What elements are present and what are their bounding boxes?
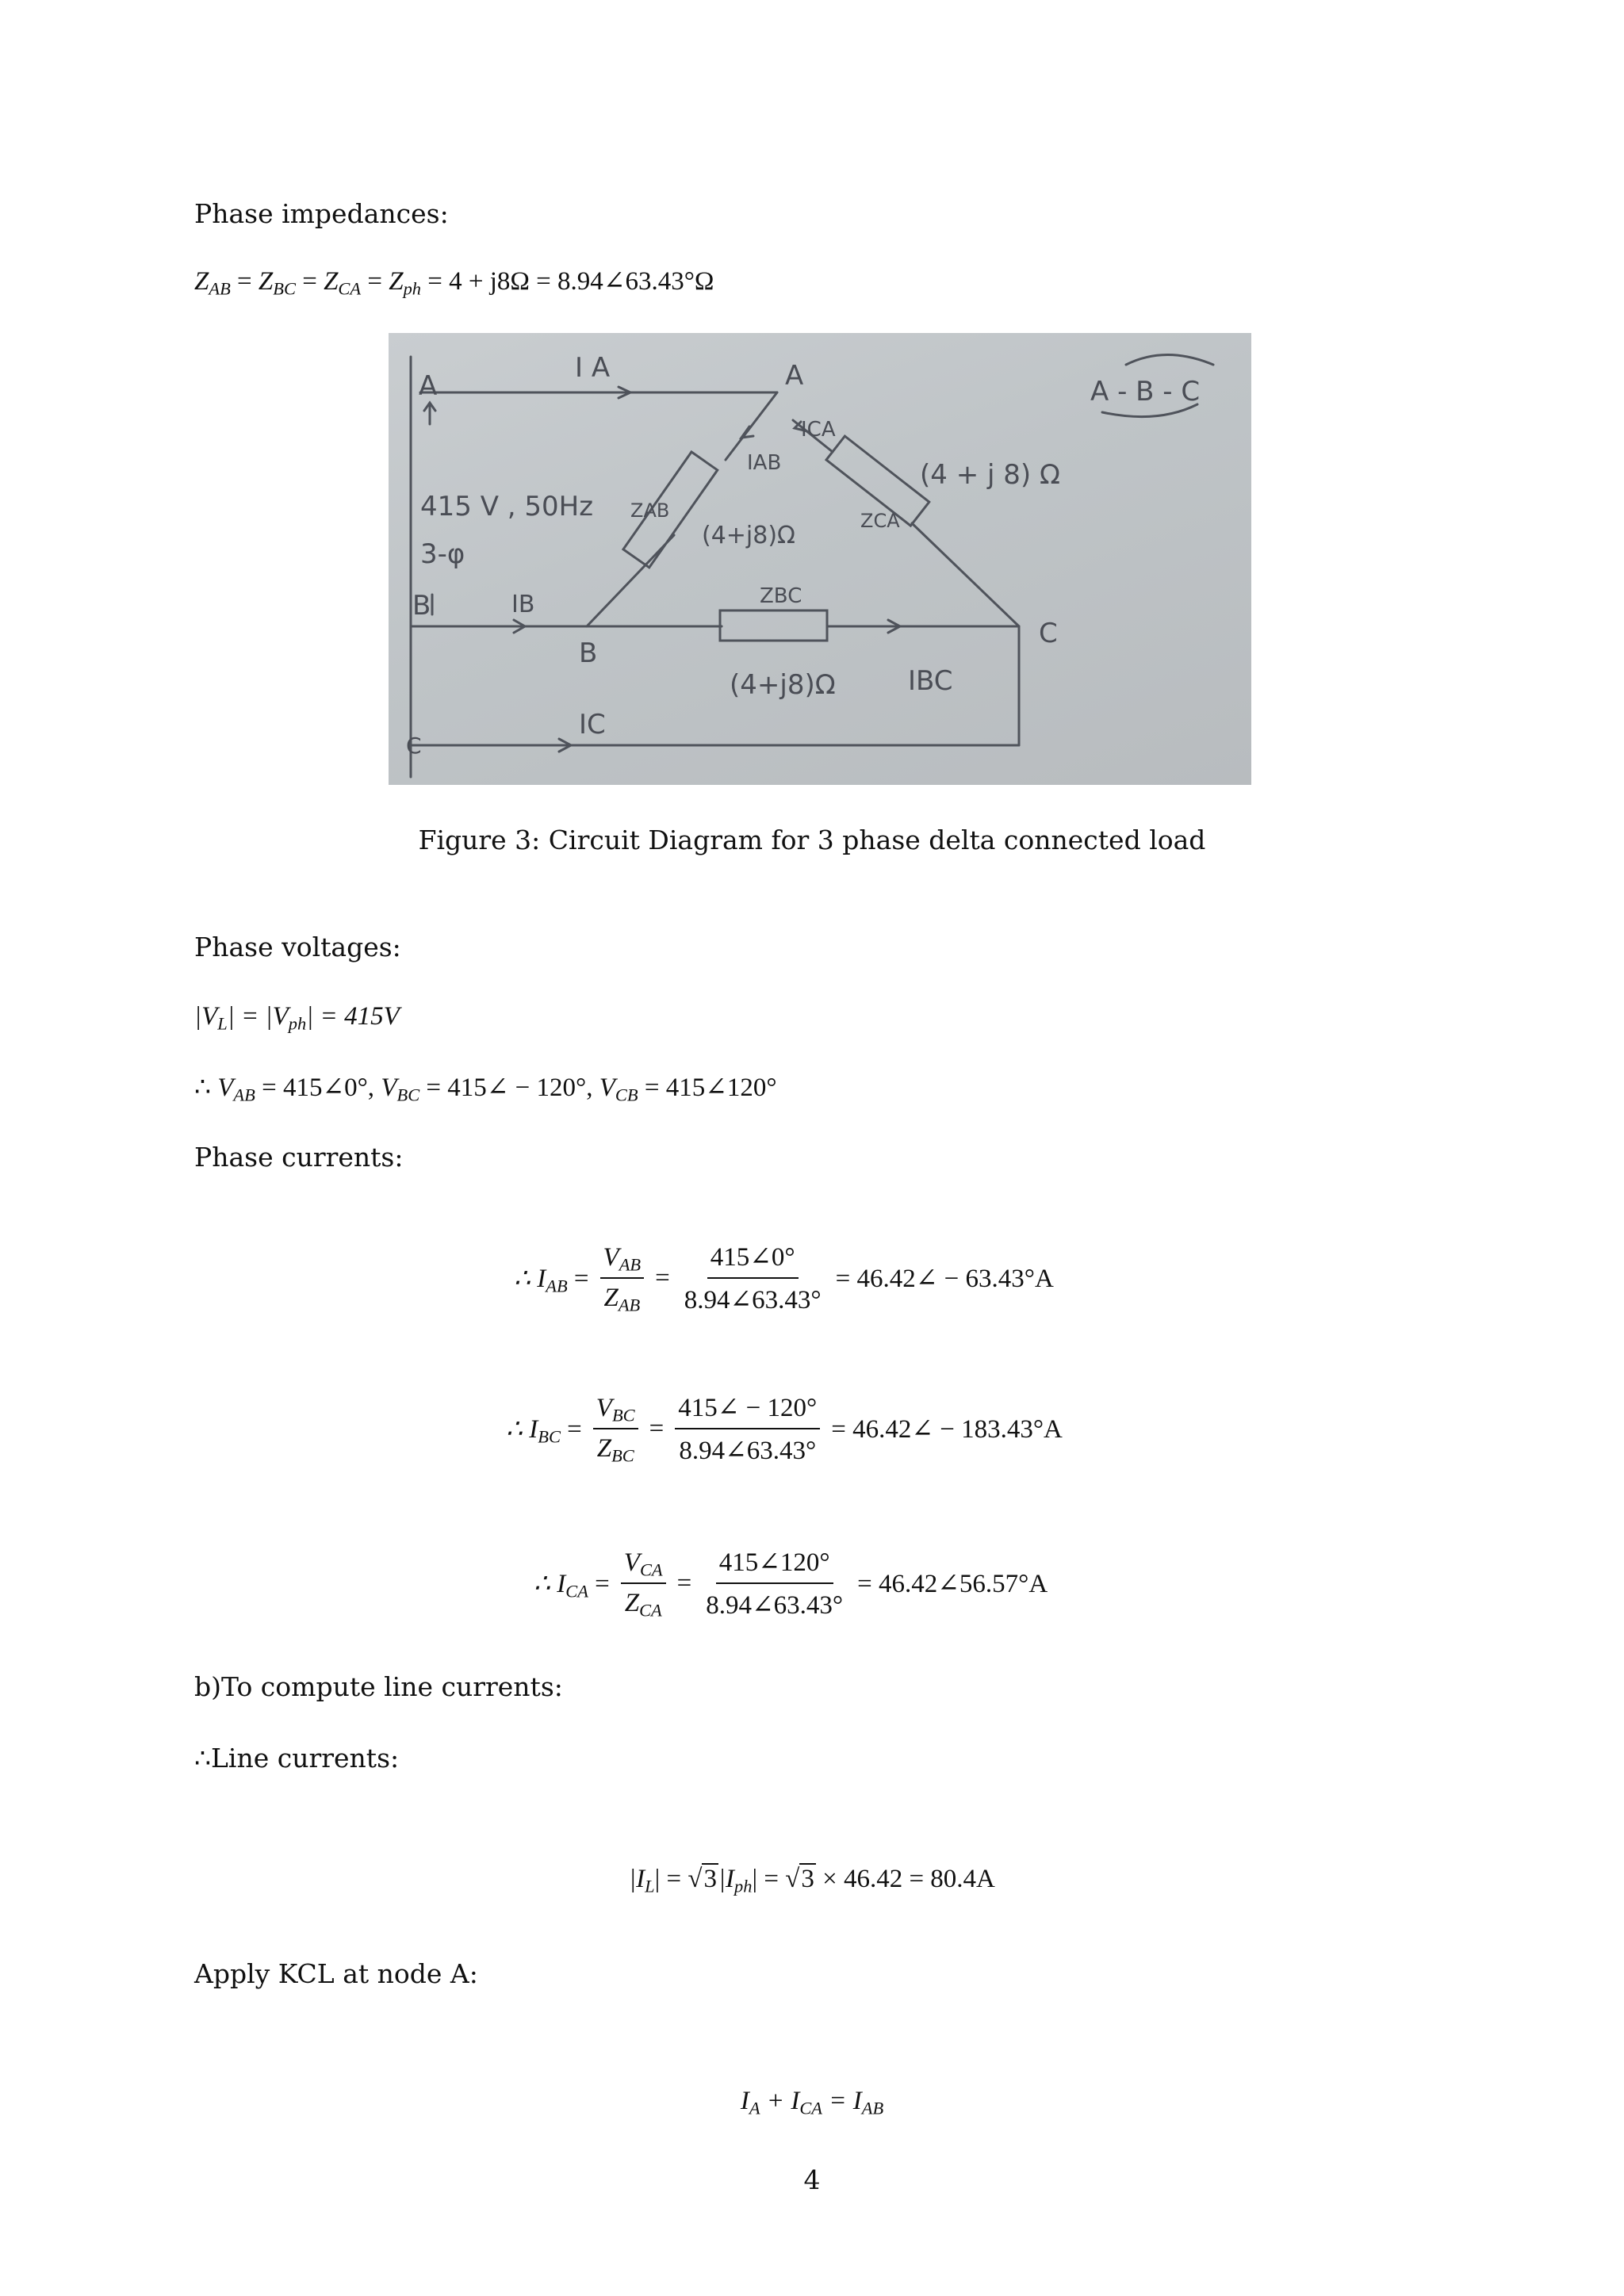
equation-iab: ∴ $I_{AB}$ = $\frac{V_{AB}}{Z_{AB}}$ = $\frac{415\angle 0^\circ}{8.94\angle 63.43^\circ}$ = 46.42∠ − 63.43°A [508, 1241, 1060, 1315]
figure-caption: Figure 3: Circuit Diagram for 3 phase delta connected load [418, 825, 1206, 855]
circuit-diagram [389, 333, 1251, 785]
label-node-c: C [1039, 618, 1058, 649]
label-current-iab: IAB [747, 451, 782, 475]
label-current-ibc: IBC [908, 665, 953, 697]
equation-phase-voltages: ∴ $V_{AB}$ = 415∠0°, $V_{BC}$ = 415∠ − 120°, $V_{CB}$ = 415∠120° [194, 1073, 777, 1105]
label-node-a: A [785, 360, 804, 392]
heading-phase-voltages: Phase voltages: [194, 932, 401, 962]
label-source: 415 V , 50Hz [420, 491, 594, 522]
equation-kcl: $I_A + I_{CA} = I_{AB}$ [740, 2087, 884, 2118]
label-z-bc: ZBC [760, 584, 802, 608]
label-z-ca: ZCA [860, 510, 900, 532]
equation-phase-impedance: $Z_{AB} = Z_{BC} = Z_{CA} = Z_{ph} = 4 + j8\Omega$ = 8.94∠63.43°Ω [194, 267, 714, 299]
heading-line-currents-therefore: ∴Line currents: [194, 1743, 400, 1774]
label-impedance-bottom: (4+j8)Ω [730, 669, 836, 701]
label-sequence: A - B - C [1090, 376, 1201, 408]
heading-kcl: Apply KCL at node A: [194, 1958, 478, 1989]
label-node-b-left: B [412, 590, 431, 622]
heading-phase-impedances: Phase impedances: [194, 198, 449, 229]
label-node-a-left: A [419, 370, 438, 402]
label-current-ia: I A [575, 352, 611, 384]
label-current-ic: IC [579, 709, 606, 740]
label-node-c-left: C [406, 733, 422, 759]
label-impedance-right: (4 + j 8) Ω [920, 459, 1060, 491]
equation-line-voltage: $|V_L| = |V_{ph}| = 415V$ [194, 1002, 400, 1034]
heading-phase-currents: Phase currents: [194, 1142, 404, 1173]
circuit-diagram-photo [389, 333, 1251, 785]
label-current-ica: ICA [801, 418, 836, 442]
label-current-ib: IB [511, 591, 535, 618]
label-z-ab: ZAB [630, 499, 670, 522]
label-phase: 3-φ [420, 538, 465, 570]
equation-ibc: ∴ $I_{BC}$ = $\frac{V_{BC}}{Z_{BC}}$ = $\frac{415\angle - 120^\circ}{8.94\angle 63.43^\circ}$ = 46.42∠ − 183.43°A [500, 1391, 1069, 1466]
page-number: 4 [803, 2164, 821, 2195]
label-node-b: B [579, 637, 598, 669]
heading-line-currents: b)To compute line currents: [194, 1671, 563, 1702]
equation-ica: ∴ $I_{CA}$ = $\frac{V_{CA}}{Z_{CA}}$ = $\frac{415\angle 120^\circ}{8.94\angle 63.43^\circ}$ = 46.42∠56.57°A [527, 1546, 1054, 1621]
equation-line-current: $|I_L| = √3|I_{ph}| = √3 \times 46.42 = 80.4A$ [629, 1865, 995, 1896]
label-impedance-left: (4+j8)Ω [702, 522, 795, 549]
